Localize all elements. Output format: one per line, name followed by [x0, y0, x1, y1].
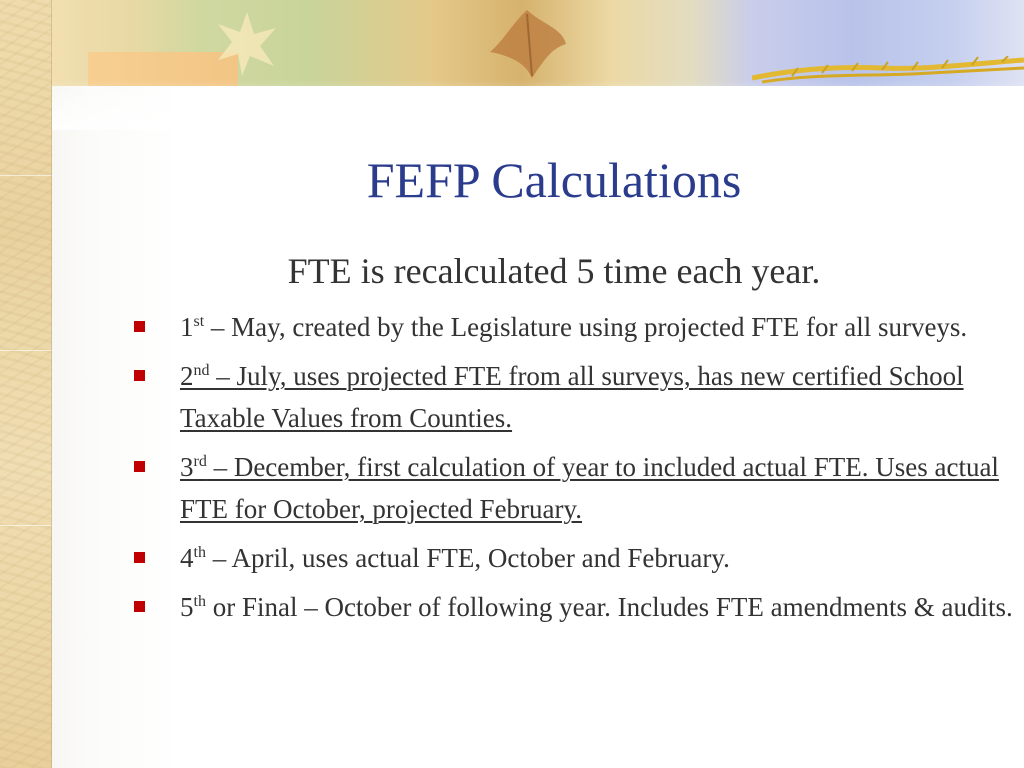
bullet-text: [180, 312, 967, 342]
square-bullet-icon: [134, 601, 145, 612]
bullet-number: 4: [180, 543, 194, 573]
bullet-item: [180, 537, 1020, 579]
bullet-number: 1: [180, 312, 194, 342]
ordinal-suffix: nd: [193, 362, 210, 379]
ordinal-suffix: th: [193, 544, 206, 561]
slide-content: [52, 0, 1024, 768]
bullet-item: [180, 355, 1020, 439]
left-parchment-strip: [0, 0, 52, 768]
bullet-body: – December, first calculation of year to included actual FTE. Uses actual FTE for October, projected February.: [180, 452, 999, 524]
bullet-item: [180, 306, 1020, 348]
bullet-number: 5: [180, 592, 194, 622]
bullet-text: [180, 592, 1013, 622]
slide-title: FEFP Calculations: [366, 152, 742, 208]
square-bullet-icon: [134, 370, 145, 381]
ordinal-suffix: st: [193, 313, 205, 330]
square-bullet-icon: [134, 552, 145, 563]
strip-seam: [0, 350, 52, 351]
bullet-item: [180, 586, 1020, 628]
strip-seam: [0, 525, 52, 526]
bullet-list: [180, 306, 1020, 635]
square-bullet-icon: [134, 461, 145, 472]
slide-subtitle: FTE is recalculated 5 time each year.: [287, 251, 821, 291]
bullet-number: 3: [180, 452, 194, 482]
bullet-body: – April, uses actual FTE, October and February.: [205, 543, 730, 573]
ordinal-suffix: rd: [193, 453, 207, 470]
ordinal-suffix: th: [193, 593, 206, 610]
square-bullet-icon: [134, 321, 145, 332]
bullet-item: [180, 446, 1020, 530]
bullet-body: or Final – October of following year. Includes FTE amendments & audits.: [205, 592, 1013, 622]
bullet-text: [180, 361, 964, 433]
bullet-text: [180, 543, 730, 573]
bullet-body: – July, uses projected FTE from all surveys, has new certified School Taxable Values from Counties.: [180, 361, 964, 433]
strip-seam: [0, 175, 52, 176]
bullet-number: 2: [180, 361, 194, 391]
bullet-body: – May, created by the Legislature using projected FTE for all surveys.: [204, 312, 968, 342]
bullet-text: [180, 452, 999, 524]
